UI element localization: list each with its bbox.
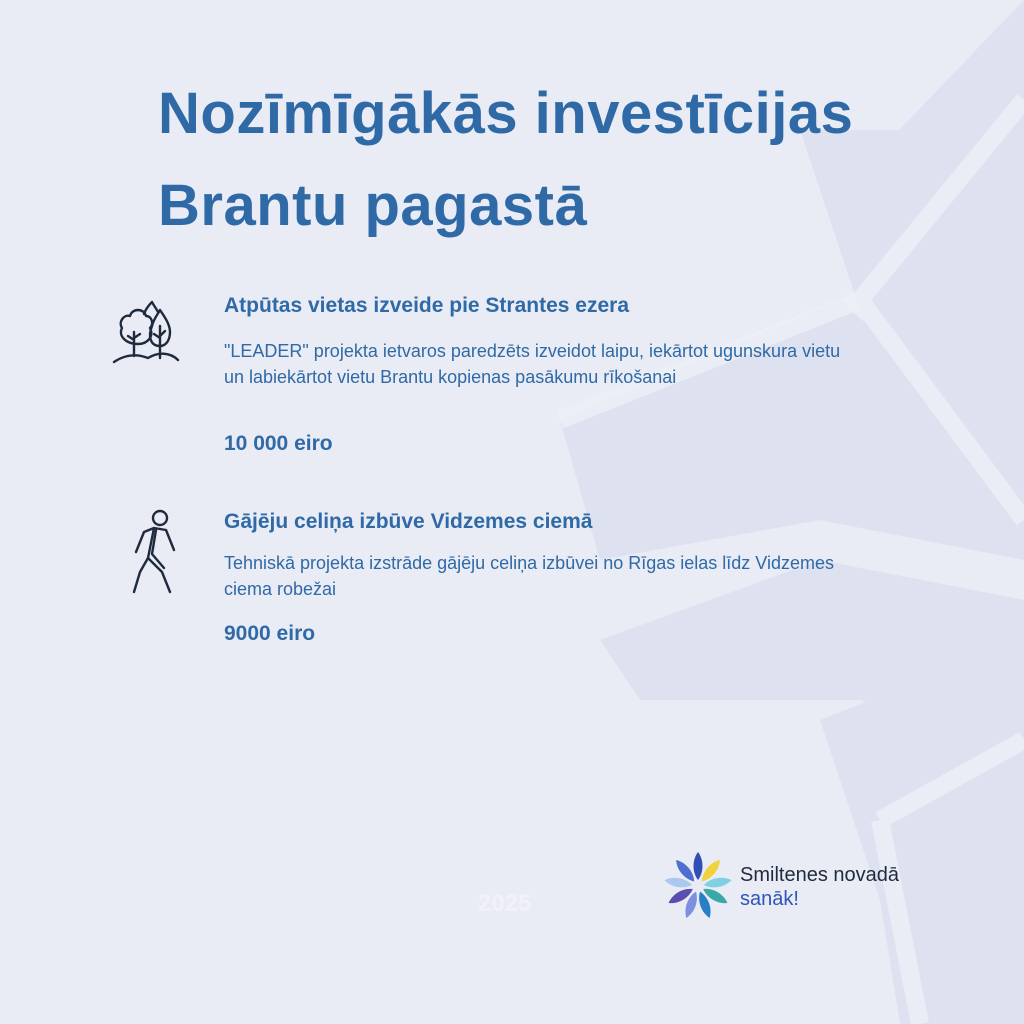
logo-text-line1: Smiltenes novadā	[740, 864, 899, 886]
item-amount: 9000 eiro	[224, 622, 316, 645]
flower-logo-icon	[660, 848, 736, 924]
logo-text-line2: sanāk!	[740, 888, 799, 910]
title-line-1: Nozīmīgākās investīcijas	[158, 81, 854, 146]
item-title: Atpūtas vietas izveide pie Strantes ezera	[224, 294, 629, 317]
pedestrian-icon	[118, 508, 188, 598]
item-description: Tehniskā projekta izstrāde gājēju celiņa izbūvei no Rīgas ielas līdz Vidzemes ciema robežai	[224, 553, 834, 599]
item-title: Gājēju celiņa izbūve Vidzemes ciemā	[224, 510, 593, 533]
smiltene-logo	[660, 848, 960, 924]
title-line-2: Brantu pagastā	[158, 173, 588, 238]
year-label: 2025	[478, 890, 532, 917]
trees-icon	[108, 296, 182, 370]
item-description: "LEADER" projekta ietvaros paredzēts izveidot laipu, iekārtot ugunskura vietu un labiekārtot vietu Brantu kopienas pasākumu rīkošanai	[224, 341, 841, 387]
item-amount: 10 000 eiro	[224, 432, 333, 455]
page-title	[158, 68, 978, 252]
